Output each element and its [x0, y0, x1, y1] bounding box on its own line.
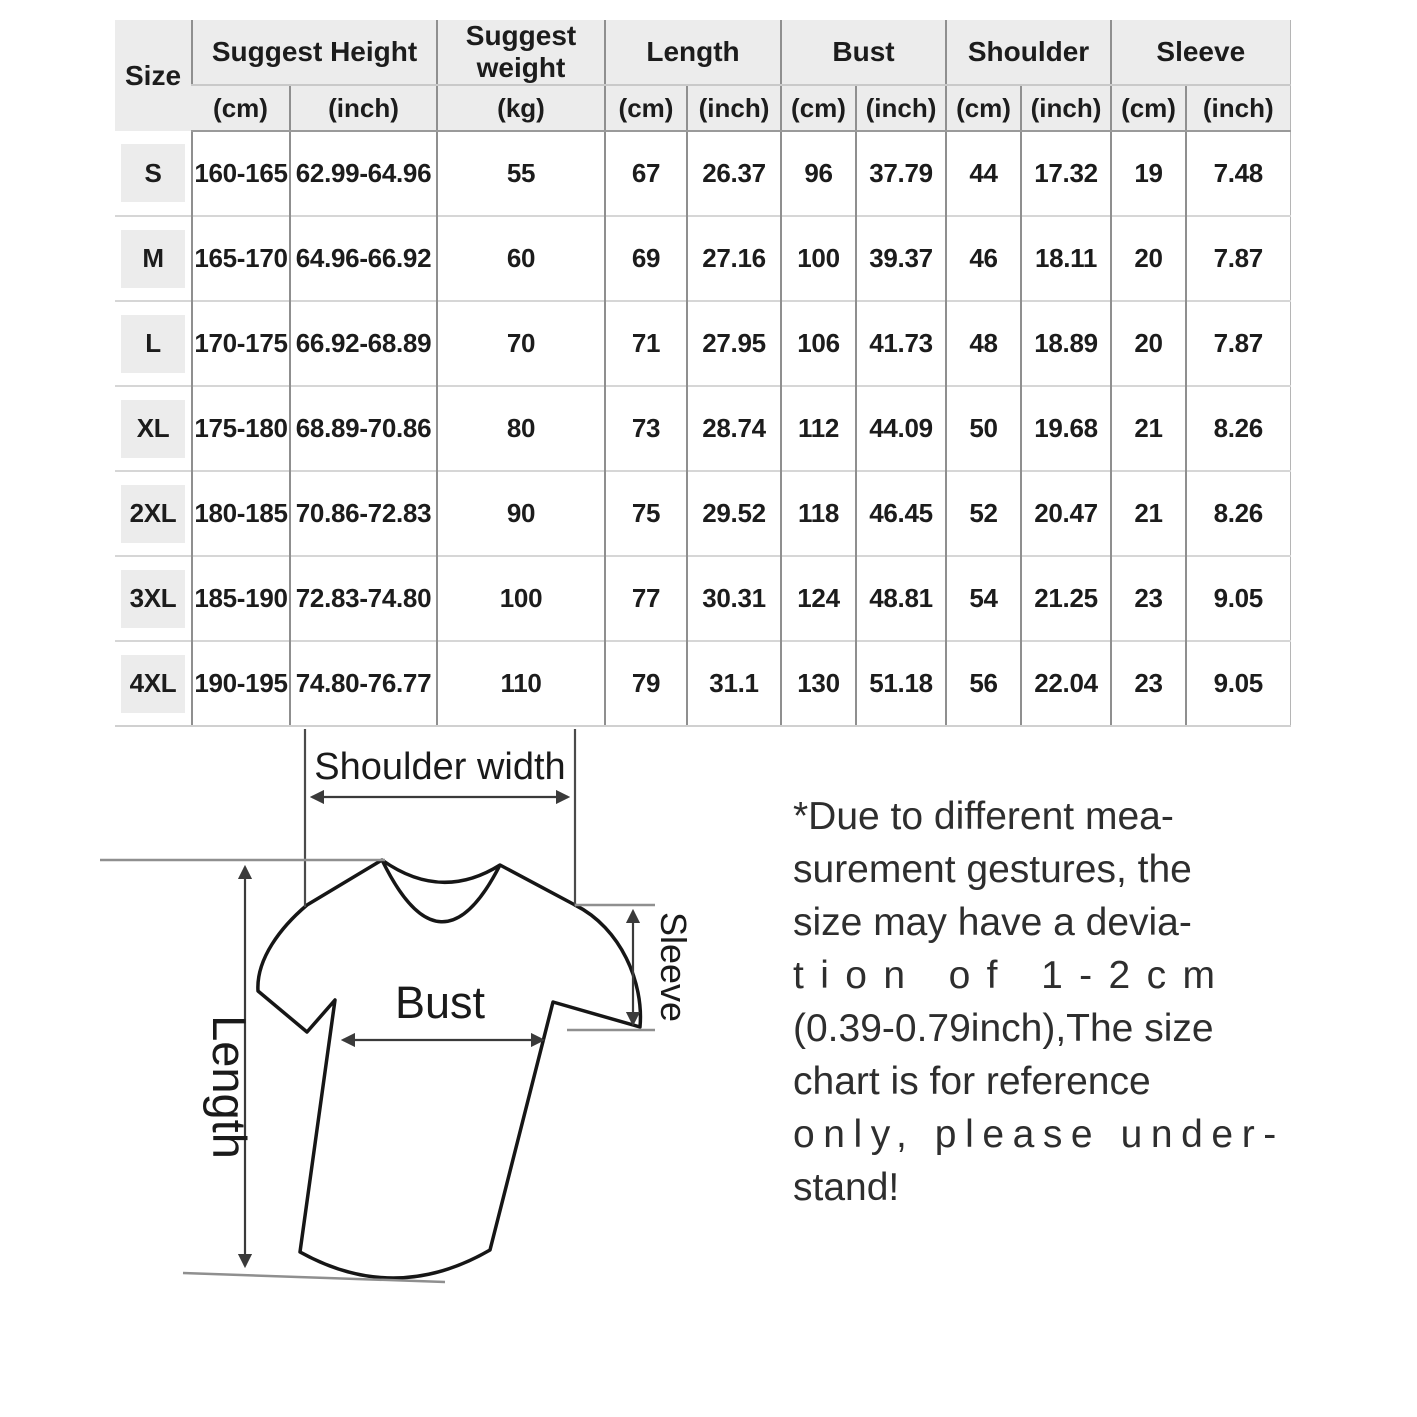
note-line: stand! — [793, 1166, 900, 1209]
unit-shoulder-cm: (cm) — [946, 85, 1021, 131]
col-header-bust: Bust — [781, 20, 946, 85]
table-row: 3XL 185-190 72.83-74.80 100 77 30.31 124 48.81 54 21.25 23 9.05 — [115, 556, 1290, 641]
unit-shoulder-inch: (inch) — [1021, 85, 1111, 131]
tshirt-measurement-diagram — [95, 715, 795, 1375]
note-line: *Due to different mea- — [793, 795, 1174, 838]
size-chart-table-container — [115, 20, 1291, 727]
unit-weight-kg: (kg) — [437, 85, 605, 131]
header-units-row — [115, 85, 1290, 131]
sleeve-label: Sleeve — [653, 911, 694, 1023]
unit-height-cm: (cm) — [192, 85, 290, 131]
measurement-disclaimer-note — [793, 790, 1285, 1214]
unit-bust-inch: (inch) — [856, 85, 946, 131]
size-label-cell: 3XL — [115, 556, 192, 641]
col-header-suggest-weight: Suggest weight — [437, 20, 605, 85]
unit-length-inch: (inch) — [687, 85, 781, 131]
size-label-cell: S — [115, 131, 192, 216]
size-label-cell: L — [115, 301, 192, 386]
col-header-size: Size — [115, 20, 192, 131]
unit-sleeve-cm: (cm) — [1111, 85, 1186, 131]
unit-sleeve-inch: (inch) — [1186, 85, 1290, 131]
table-row: L 170-175 66.92-68.89 70 71 27.95 106 41.73 48 18.89 20 7.87 — [115, 301, 1290, 386]
length-label: Length — [203, 1015, 256, 1159]
col-header-suggest-height: Suggest Height — [192, 20, 437, 85]
note-line: surement gestures, the — [793, 848, 1192, 891]
col-header-shoulder: Shoulder — [946, 20, 1111, 85]
note-line: only, please under- — [793, 1113, 1285, 1156]
note-line: (0.39-0.79inch),The size — [793, 1007, 1214, 1050]
unit-length-cm: (cm) — [605, 85, 687, 131]
col-header-sleeve: Sleeve — [1111, 20, 1290, 85]
table-row: 4XL 190-195 74.80-76.77 110 79 31.1 130 51.18 56 22.04 23 9.05 — [115, 641, 1290, 726]
table-row: M 165-170 64.96-66.92 60 69 27.16 100 39.37 46 18.11 20 7.87 — [115, 216, 1290, 301]
size-chart-table — [115, 20, 1291, 727]
note-line: chart is for reference — [793, 1060, 1151, 1103]
shoulder-width-label: Shoulder width — [314, 746, 566, 788]
note-line: tion of 1-2cm — [793, 954, 1232, 997]
header-group-row — [115, 20, 1290, 85]
size-label-cell: 4XL — [115, 641, 192, 726]
col-header-length: Length — [605, 20, 781, 85]
size-label-cell: XL — [115, 386, 192, 471]
table-row: S 160-165 62.99-64.96 55 67 26.37 96 37.79 44 17.32 19 7.48 — [115, 131, 1290, 216]
size-label-cell: M — [115, 216, 192, 301]
note-line: size may have a devia- — [793, 901, 1192, 944]
bust-label: Bust — [394, 977, 486, 1028]
unit-height-inch: (inch) — [290, 85, 437, 131]
tshirt-outline-icon — [258, 860, 641, 1278]
unit-bust-cm: (cm) — [781, 85, 856, 131]
table-row: XL 175-180 68.89-70.86 80 73 28.74 112 44.09 50 19.68 21 8.26 — [115, 386, 1290, 471]
table-row: 2XL 180-185 70.86-72.83 90 75 29.52 118 46.45 52 20.47 21 8.26 — [115, 471, 1290, 556]
size-label-cell: 2XL — [115, 471, 192, 556]
